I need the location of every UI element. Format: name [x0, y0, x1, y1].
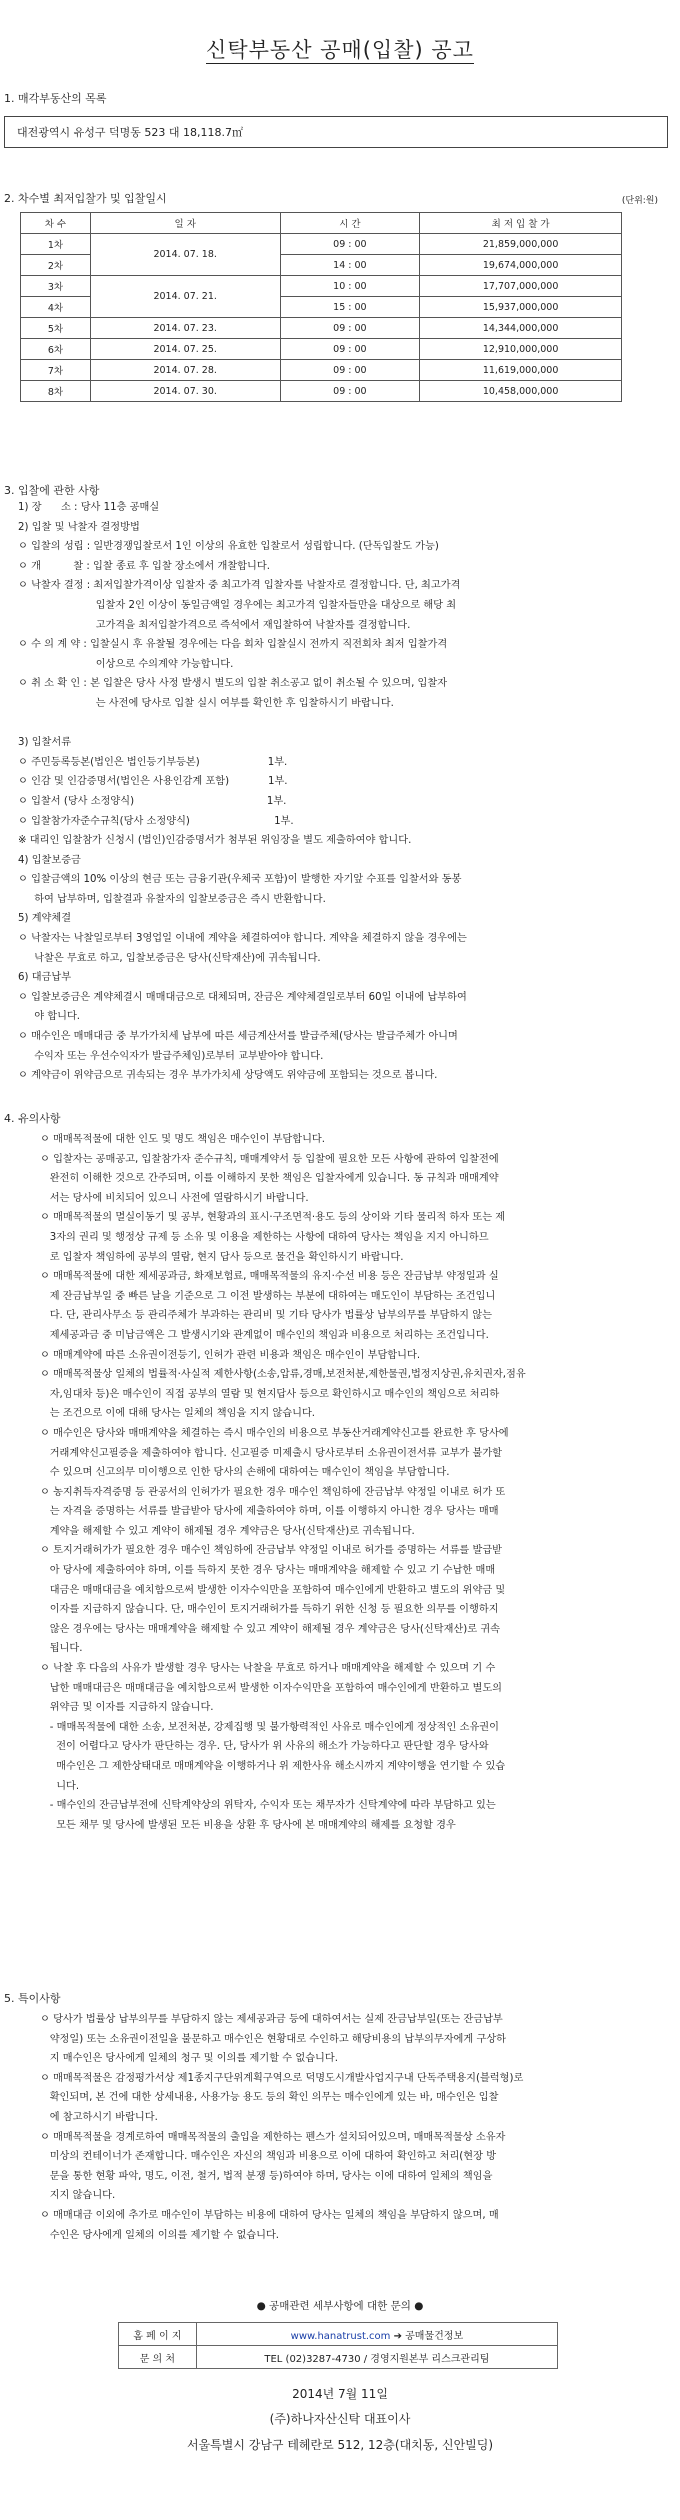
section-5-line: ㅇ 당사가 법률상 납부의무를 부담하지 않는 제세공과금 등에 대하여서는 실제 잔금납부일(또는 잔금납부 — [40, 2014, 503, 2025]
section-3-line: 하여 납부하며, 입찰결과 유찰자의 입찰보증금은 즉시 반환합니다. — [18, 893, 326, 905]
time-cell: 09 : 00 — [280, 318, 420, 339]
section-5-line: ㅇ 매매목적물을 경계로하여 매매목적물의 출입을 제한하는 펜스가 설치되어있으며, 매매목적물상 소유자 — [40, 2131, 506, 2143]
table-row — [119, 2346, 558, 2369]
table-header-row — [21, 213, 622, 234]
round-cell: 8차 — [21, 381, 91, 402]
round-cell: 1차 — [21, 234, 91, 255]
section-3-line: 6) 대금납부 — [18, 972, 72, 984]
section-3-line: 고가격을 최저입찰가격으로 즉석에서 재입찰하여 낙찰자를 결정합니다. — [18, 619, 411, 631]
price-cell: 21,859,000,000 — [420, 234, 622, 255]
column-header: 시 간 — [280, 213, 420, 234]
round-cell: 5차 — [21, 318, 91, 339]
section-4-line: 3자의 권리 및 행정상 규제 등 소유 및 이용을 제한하는 사항에 대하여 당사는 책임을 지지 아니하므 — [40, 1231, 489, 1243]
contact-table — [118, 2322, 558, 2369]
section-4-line: 이자를 지급하지 않습니다. 단, 매수인이 토지거래허가를 득하기 위한 신청 등 필요한 의무를 이행하지 — [40, 1604, 499, 1616]
date-cell: 2014. 07. 25. — [90, 339, 280, 360]
section-4-line: ㅇ 토지거래허가가 필요한 경우 매수인 책임하에 잔금납부 약정일 이내로 허가를 증명하는 서류를 발급받 — [40, 1545, 503, 1557]
price-cell: 19,674,000,000 — [420, 255, 622, 276]
section-4-line: - 매수인의 잔금납부전에 신탁계약상의 위탁자, 수익자 또는 채무자가 신탁계약에 따라 부담하고 있는 — [40, 1800, 496, 1812]
price-cell: 10,458,000,000 — [420, 381, 622, 402]
time-cell: 10 : 00 — [280, 276, 420, 297]
section-4-line: ㅇ 낙찰 후 다음의 사유가 발생할 경우 당사는 낙찰을 무효로 하거나 매매계약을 해제할 수 있으며 기 수 — [40, 1663, 496, 1675]
section-4-line: ㅇ 입찰자는 공매공고, 입찰참가자 준수규칙, 매매계약서 등 입찰에 필요한 모든 사항에 관하여 입찰전에 — [40, 1153, 499, 1165]
section-4-line: 매수인은 그 제한상태대로 매매계약을 이행하거나 위 제한사유 해소시까지 계약이행을 연기할 수 있습 — [40, 1761, 506, 1772]
table-row — [21, 339, 622, 360]
section-4-line: - 매매목적물에 대한 소송, 보전처분, 강제집행 및 불가항력적인 사유로 매수인에게 정상적인 소유권이 — [40, 1721, 499, 1733]
section-4-line: 수 있으며 신고의무 미이행으로 인한 당사의 손해에 대하여는 매수인이 책임을 부담합니다. — [40, 1467, 450, 1479]
table-row — [21, 234, 622, 255]
round-cell: 3차 — [21, 276, 91, 297]
section-2-heading: 2. 차수별 최저입찰가 및 입찰일시 — [4, 192, 167, 205]
price-cell: 17,707,000,000 — [420, 276, 622, 297]
section-4-line: 대금은 매매대금을 예치함으로써 발생한 이자수익만을 포함하여 매수인에게 반환하고 별도의 위약금 및 — [40, 1584, 506, 1596]
section-3-line: 수익자 또는 우선수익자가 발급주체임)로부터 교부받아야 합니다. — [18, 1050, 324, 1062]
table-row — [21, 276, 622, 297]
section-5-line: 문을 통한 현황 파악, 명도, 이전, 철거, 법적 분쟁 등)하여야 하며, 당사는 이에 대하여 일체의 책임을 — [40, 2170, 493, 2182]
section-4-line: ㅇ 매매목적물에 대한 제세공과금, 화재보험료, 매매목적물의 유지·수선 비용 등은 잔금납부 약정일과 실 — [40, 1271, 499, 1283]
page-title: 신탁부동산 공매(입찰) 공고 — [206, 38, 474, 62]
section-3-body — [18, 498, 668, 1086]
date-cell: 2014. 07. 28. — [90, 360, 280, 381]
section-3-line: 5) 계약체결 — [18, 913, 72, 925]
section-3-line: ㅇ 낙찰자는 낙찰일로부터 3영업일 이내에 계약을 체결하여야 합니다. 계약을 체결하지 않을 경우에는 — [18, 933, 467, 945]
notice-date: 2014년 7월 11일 — [292, 2387, 388, 2401]
table-row — [21, 318, 622, 339]
homepage-link[interactable]: www.hanatrust.com — [290, 2330, 391, 2342]
time-cell: 09 : 00 — [280, 381, 420, 402]
section-4-line: 전이 어렵다고 당사가 판단하는 경우. 단, 당사가 위 사유의 해소가 가능하다고 판단할 경우 당사와 — [40, 1741, 489, 1753]
section-5-line: ㅇ 매매대금 이외에 추가로 매수인이 부담하는 비용에 대하여 당사는 일체의 책임을 부담하지 않으며, 매 — [40, 2209, 499, 2221]
section-3-line: ㅇ 인감 및 인감증명서(법인은 사용인감계 포함) 1부. — [18, 776, 288, 788]
section-4-line: 는 자격을 증명하는 서류를 발급받아 당사에 제출하여야 하며, 이를 이행하지 아니한 경우 당사는 매매 — [40, 1506, 499, 1518]
section-3-line: 3) 입찰서류 — [18, 737, 72, 749]
section-4-line: 다. 단, 관리사무소 등 관리주체가 부과하는 관리비 및 기타 당사가 법률상 납부의무를 부담하지 않는 — [40, 1310, 492, 1322]
date-cell: 2014. 07. 30. — [90, 381, 280, 402]
time-cell: 09 : 00 — [280, 339, 420, 360]
section-3-line: 1) 장 소 : 당사 11층 공매실 — [18, 502, 160, 513]
section-4-line: ㅇ 매매계약에 따른 소유권이전등기, 인허가 관련 비용과 책임은 매수인이 부담합니다. — [40, 1349, 421, 1361]
inquiry-value: TEL (02)3287-4730 / 경영지원본부 리스크관리팀 — [196, 2346, 557, 2369]
homepage-label: 홈 페 이 지 — [119, 2323, 197, 2346]
column-header: 최 저 입 찰 가 — [420, 213, 622, 234]
section-4-line: 니다. — [40, 1780, 80, 1792]
date-cell: 2014. 07. 21. — [90, 276, 280, 318]
section-3-line: ㅇ 수 의 계 약 : 입찰실시 후 유찰될 경우에는 다음 회차 입찰실시 전까지 직전회차 최저 입찰가격 — [18, 639, 448, 651]
section-4-line: ㅇ 매매목적물상 일체의 법률적·사실적 제한사항(소송,압류,경매,보전처분,제한물권,법정지상권,유치권자,점유 — [40, 1369, 526, 1381]
homepage-cell — [196, 2323, 557, 2346]
date-cell: 2014. 07. 18. — [90, 234, 280, 276]
date-cell: 2014. 07. 23. — [90, 318, 280, 339]
section-4-line: 계약을 해제할 수 있고 계약이 해제될 경우 계약금은 당사(신탁재산)로 귀속됩니다. — [40, 1525, 415, 1537]
section-3-line: 입찰자 2인 이상이 동일금액일 경우에는 최고가격 입찰자들만을 대상으로 해당 최 — [18, 599, 457, 611]
section-4-line: 모든 채무 및 당사에 발생된 모든 비용을 상환 후 당사에 본 매매계약의 해제를 요청할 경우 — [40, 1819, 456, 1831]
section-4-line: 제 잔금납부일 중 빠른 날을 기준으로 그 이전 발생하는 부분에 대하여는 매도인이 부담하는 조건입니 — [40, 1290, 496, 1302]
section-4-line: ㅇ 매매목적물의 멸실이동기 및 공부, 현황과의 표시·구조면적·용도 등의 상이와 기타 물리적 하자 또는 제 — [40, 1212, 506, 1224]
section-4-line: ㅇ 농지취득자격증명 등 관공서의 인허가가 필요한 경우 매수인 책임하에 잔금납부 약정일 이내로 허가 또 — [40, 1486, 506, 1498]
section-3-line: ㅇ 주민등록등본(법인은 법인등기부등본) 1부. — [18, 756, 288, 768]
section-4-line: 는 조건으로 이에 대해 당사는 일체의 책임을 지지 않습니다. — [40, 1408, 316, 1420]
price-cell: 12,910,000,000 — [420, 339, 622, 360]
round-cell: 2차 — [21, 255, 91, 276]
section-5-line: 약정일) 또는 소유권이전일을 불문하고 매수인은 현황대로 수인하고 해당비용의 납부의무자에게 구상하 — [40, 2033, 506, 2045]
price-cell: 15,937,000,000 — [420, 297, 622, 318]
section-3-line: ㅇ 매수인은 매매대금 중 부가가치세 납부에 따른 세금계산서를 발급주체(당사는 발급주체가 아니며 — [18, 1031, 458, 1043]
section-3-line: 2) 입찰 및 낙찰자 결정방법 — [18, 521, 140, 533]
section-3-line: ㅇ 입찰보증금은 계약체결시 매매대금으로 대체되며, 잔금은 계약체결일로부터 60일 이내에 납부하여 — [18, 991, 467, 1003]
section-4-line: 됩니다. — [40, 1643, 83, 1655]
section-5-heading: 5. 특이사항 — [4, 1992, 61, 2005]
table-row — [21, 381, 622, 402]
contact-heading: ● 공매관련 세부사항에 대한 문의 ● — [256, 2300, 424, 2312]
price-cell: 11,619,000,000 — [420, 360, 622, 381]
section-3-line: ㅇ 개 찰 : 입찰 종료 후 입찰 장소에서 개찰합니다. — [18, 560, 270, 572]
property-text: 대전광역시 유성구 덕명동 523 대 18,118.7㎡ — [17, 126, 243, 139]
section-5-line: 지 매수인은 당사에게 일체의 청구 및 이의를 제기할 수 없습니다. — [40, 2053, 338, 2065]
bid-schedule-table — [20, 212, 622, 402]
inquiry-label: 문 의 처 — [119, 2346, 197, 2369]
property-box — [4, 116, 668, 148]
section-4-line: 아 당사에 제출하여야 하며, 이를 득하지 못한 경우 당사는 매매계약을 해제할 수 있고 기 수납한 매매 — [40, 1565, 496, 1577]
column-header: 일 자 — [90, 213, 280, 234]
round-cell: 4차 — [21, 297, 91, 318]
section-4-line: 로 입찰자 책임하에 공부의 열람, 현지 답사 등으로 물건을 확인하시기 바랍니다. — [40, 1251, 404, 1263]
section-5-line: 수인은 당사에게 일체의 이의를 제기할 수 없습니다. — [40, 2229, 280, 2241]
company-address: 서울특별시 강남구 테헤란로 512, 12층(대치동, 신안빌딩) — [186, 2438, 494, 2452]
section-4-line: 자,임대차 등)은 매수인이 직접 공부의 열람 및 현지답사 등으로 확인하시고 매수인의 책임으로 처리하 — [40, 1388, 500, 1400]
section-3-line: ㅇ 입찰참가자준수규칙(당사 소정양식) 1부. — [18, 815, 294, 827]
section-3-line — [18, 714, 668, 734]
section-5-line: ㅇ 매매목적물은 감정평가서상 제1종지구단위계획구역으로 덕명도시개발사업지구내 단독주택용지(블럭형)로 — [40, 2072, 524, 2084]
section-1-heading: 1. 매각부동산의 목록 — [4, 92, 107, 105]
section-3-line: ㅇ 낙찰자 결정 : 최저입찰가격이상 입찰자 중 최고가격 입찰자를 낙찰자로 결정합니다. 단, 최고가격 — [18, 580, 461, 592]
section-4-line: 완전히 이해한 것으로 간주되며, 이를 이해하지 못한 책임은 입찰자에게 있습니다. 동 규칙과 매매계약 — [40, 1173, 499, 1185]
price-cell: 14,344,000,000 — [420, 318, 622, 339]
section-3-line: ※ 대리인 입찰참가 신청시 (법인)인감증명서가 첨부된 위임장을 별도 제출하여야 합니다. — [18, 835, 412, 847]
table-row — [21, 360, 622, 381]
section-4-line: 납한 매매대금은 매매대금을 예치함으로써 발생한 이자수익만을 포함하여 매수인에게 반환하고 별도의 — [40, 1682, 503, 1694]
section-4-line: ㅇ 매매목적물에 대한 인도 및 명도 책임은 매수인이 부담합니다. — [40, 1134, 326, 1145]
company-name: (주)하나자산신탁 대표이사 — [269, 2412, 411, 2426]
homepage-suffix: ➔ 공매물건정보 — [393, 2330, 464, 2342]
table-row — [119, 2323, 558, 2346]
unit-label: (단위:원) — [621, 196, 658, 206]
section-4-line: 위약금 및 이자를 지급하지 않습니다. — [40, 1702, 214, 1714]
section-3-line: 이상으로 수의계약 가능합니다. — [18, 658, 234, 670]
section-3-line: 4) 입찰보증금 — [18, 854, 81, 866]
time-cell: 09 : 00 — [280, 234, 420, 255]
section-4-heading: 4. 유의사항 — [4, 1112, 61, 1125]
round-cell: 6차 — [21, 339, 91, 360]
time-cell: 15 : 00 — [280, 297, 420, 318]
time-cell: 09 : 00 — [280, 360, 420, 381]
section-3-line: 야 합니다. — [18, 1011, 81, 1023]
section-4-line: 않은 경우에는 당사는 매매계약을 해제할 수 있고 계약이 해제될 경우 계약금은 당사(신탁재산)로 귀속 — [40, 1623, 501, 1635]
section-3-line: ㅇ 계약금이 위약금으로 귀속되는 경우 부가가치세 상당액도 위약금에 포함되는 것으로 봅니다. — [18, 1070, 438, 1082]
section-3-line: ㅇ 입찰금액의 10% 이상의 현금 또는 금융기관(우체국 포함)이 발행한 자기앞 수표를 입찰서와 동봉 — [18, 874, 462, 886]
section-4-line: 서는 당사에 비치되어 있으니 사전에 열람하시기 바랍니다. — [40, 1192, 309, 1204]
section-3-line: 낙찰은 무효로 하고, 입찰보증금은 당사(신탁재산)에 귀속됩니다. — [18, 952, 321, 964]
section-3-line: ㅇ 입찰서 (당사 소정양식) 1부. — [18, 795, 287, 807]
section-5-line: 에 참고하시기 바랍니다. — [40, 2111, 158, 2123]
section-4-body — [40, 1130, 670, 1835]
round-cell: 7차 — [21, 360, 91, 381]
section-4-line: 제세공과금 중 미납금액은 그 발생시기와 관계없이 매수인의 책임과 비용으로 처리하는 조건입니다. — [40, 1329, 489, 1341]
section-4-line: ㅇ 매수인은 당사와 매매계약을 체결하는 즉시 매수인의 비용으로 부동산거래계약신고를 완료한 후 당사에 — [40, 1427, 509, 1439]
section-5-body — [40, 2010, 670, 2245]
time-cell: 14 : 00 — [280, 255, 420, 276]
section-5-line: 지지 않습니다. — [40, 2190, 116, 2202]
section-3-line: 는 사전에 당사로 입찰 실시 여부를 확인한 후 입찰하시기 바랍니다. — [18, 697, 394, 709]
column-header: 차 수 — [21, 213, 91, 234]
section-3-line: ㅇ 취 소 확 인 : 본 입찰은 당사 사정 발생시 별도의 입찰 취소공고 없이 취소될 수 있으며, 입찰자 — [18, 678, 448, 690]
section-4-line: 거래계약신고필증을 제출하여야 합니다. 신고필증 미제출시 당사로부터 소유권이전서류 교부가 불가할 — [40, 1447, 503, 1459]
section-3-heading: 3. 입찰에 관한 사항 — [4, 484, 100, 497]
section-5-line: 미상의 컨테이너가 존재합니다. 매수인은 자신의 책임과 비용으로 이에 대하여 확인하고 처리(현장 방 — [40, 2151, 497, 2163]
section-5-line: 확인되며, 본 건에 대한 상세내용, 사용가능 용도 등의 확인 의무는 매수인에게 있는 바, 매수인은 입찰 — [40, 2092, 499, 2104]
section-3-line: ㅇ 입찰의 성립 : 일반경쟁입찰로서 1인 이상의 유효한 입찰로서 성립합니다. (단독입찰도 가능) — [18, 541, 439, 553]
